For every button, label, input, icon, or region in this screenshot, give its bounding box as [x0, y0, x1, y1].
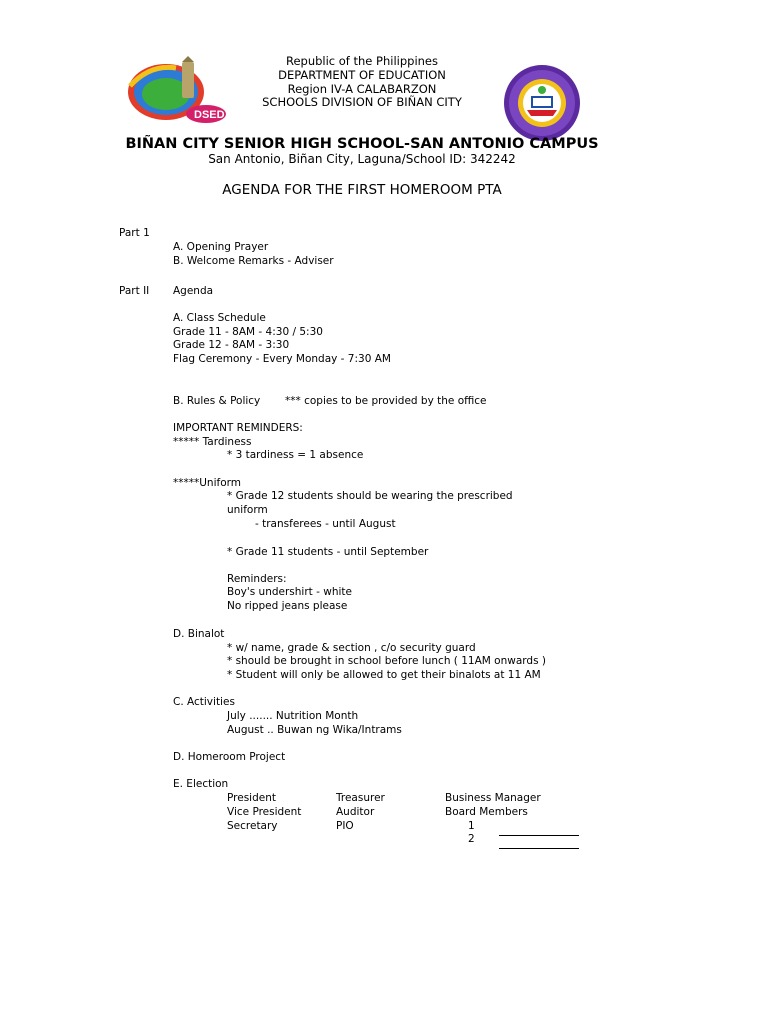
homeroom-project-heading: D. Homeroom Project [173, 751, 286, 763]
uniform-grade11: * Grade 11 students - until September [227, 546, 429, 558]
rules-policy-heading: B. Rules & Policy [173, 395, 261, 407]
position-pio: PIO [336, 820, 354, 832]
position-board-members: Board Members [445, 806, 528, 818]
class-schedule-heading: A. Class Schedule [173, 312, 266, 324]
election-heading: E. Election [173, 778, 229, 790]
part2-agenda-title: Agenda [173, 285, 214, 297]
header-division: SCHOOLS DIVISION OF BIÑAN CITY [262, 95, 462, 109]
position-treasurer: Treasurer [336, 792, 385, 804]
reminder-undershirt: Boy's undershirt - white [227, 586, 352, 598]
uniform-transferees: - transferees - until August [255, 518, 396, 530]
board-member-number-1: 1 [468, 820, 475, 832]
school-address: San Antonio, Biñan City, Laguna/School ID: 342242 [208, 152, 516, 166]
uniform-grade12-line2: uniform [227, 504, 268, 516]
position-secretary: Secretary [227, 820, 278, 832]
important-reminders-heading: IMPORTANT REMINDERS: [173, 422, 303, 434]
header-region: Region IV-A CALABARZON [287, 82, 437, 96]
uniform-heading: *****Uniform [173, 477, 241, 489]
position-business-manager: Business Manager [445, 792, 541, 804]
svg-text:DSED: DSED [194, 109, 225, 121]
binalot-rule-3: * Student will only be allowed to get their binalots at 11 AM [227, 669, 541, 681]
position-vice-president: Vice President [227, 806, 302, 818]
part1-opening-prayer: A. Opening Prayer [173, 241, 269, 253]
rules-policy-note: *** copies to be provided by the office [285, 395, 487, 407]
part2-label: Part II [119, 285, 150, 297]
part1-label: Part 1 [119, 227, 150, 239]
binalot-rule-2: * should be brought in school before lunch ( 11AM onwards ) [227, 655, 546, 667]
position-president: President [227, 792, 276, 804]
board-member-number-2: 2 [468, 833, 475, 845]
activities-heading: C. Activities [173, 696, 235, 708]
board-member-blank-2 [499, 834, 579, 853]
part1-welcome-remarks: B. Welcome Remarks - Adviser [173, 255, 334, 267]
uniform-grade12-line1: * Grade 12 students should be wearing the prescribed [227, 490, 513, 502]
school-name: BIÑAN CITY SENIOR HIGH SCHOOL-SAN ANTONIO CAMPUS [125, 136, 599, 152]
document-title: AGENDA FOR THE FIRST HOMEROOM PTA [222, 182, 502, 198]
position-auditor: Auditor [336, 806, 375, 818]
activity-august: August .. Buwan ng Wika/Intrams [227, 724, 402, 736]
flag-ceremony: Flag Ceremony - Every Monday - 7:30 AM [173, 353, 391, 365]
binalot-rule-1: * w/ name, grade & section , c/o security guard [227, 642, 476, 654]
header-department: DEPARTMENT OF EDUCATION [278, 68, 446, 82]
activity-july: July ....... Nutrition Month [227, 710, 359, 722]
reminder-jeans: No ripped jeans please [227, 600, 348, 612]
grade11-schedule: Grade 11 - 8AM - 4:30 / 5:30 [173, 326, 323, 338]
binalot-heading: D. Binalot [173, 628, 225, 640]
tardiness-heading: ***** Tardiness [173, 436, 252, 448]
reminders-label: Reminders: [227, 573, 287, 585]
tardiness-rule: * 3 tardiness = 1 absence [227, 449, 364, 461]
grade12-schedule: Grade 12 - 8AM - 3:30 [173, 339, 290, 351]
header-republic: Republic of the Philippines [285, 54, 439, 68]
